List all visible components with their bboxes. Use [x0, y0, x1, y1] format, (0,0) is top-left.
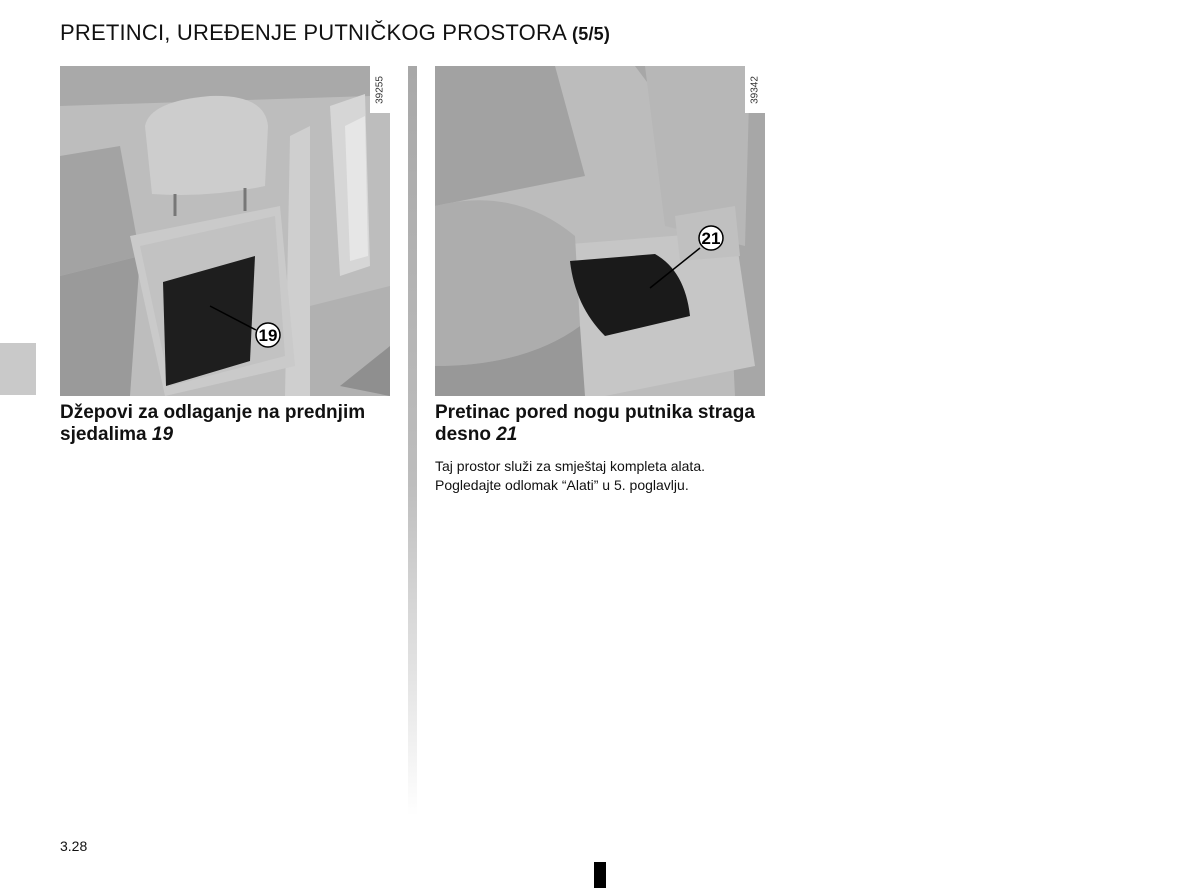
- section-heading-rear-compartment: [435, 402, 775, 446]
- figure-code-text: 39342: [749, 75, 761, 104]
- figure-rear-footwell: [435, 66, 765, 396]
- callout-19-label: 19: [258, 326, 278, 345]
- figure-front-seat-pocket: [60, 66, 390, 396]
- figure-code: [370, 66, 390, 113]
- body-line: Pogledajte odlomak “Alati” u 5. poglavlju.: [435, 477, 689, 493]
- section-heading-text: Džepovi za odlaganje na prednjim sjedalima: [60, 402, 366, 445]
- page-title-suffix: (5/5): [572, 24, 611, 44]
- section-heading-ref: 19: [151, 424, 174, 445]
- section-body-rear-compartment: [435, 457, 795, 495]
- body-line: Taj prostor služi za smještaj kompleta alata.: [435, 458, 705, 474]
- chapter-tab: [0, 343, 36, 395]
- figure-code-text: 39255: [374, 75, 386, 104]
- figure-code: [745, 66, 765, 113]
- section-heading-text: Pretinac pored nogu putnika straga desno: [435, 402, 755, 445]
- rear-footwell-illustration: [435, 66, 765, 396]
- footer-marker: [594, 862, 606, 888]
- front-seat-illustration: [60, 66, 390, 396]
- page-title-text: PRETINCI, UREĐENJE PUTNIČKOG PROSTORA: [60, 20, 566, 45]
- column-divider: [408, 66, 417, 816]
- section-heading-front-pockets: [60, 402, 400, 446]
- page-number: 3.28: [60, 838, 88, 854]
- page-title: [60, 20, 610, 46]
- callout-21-label: 21: [701, 229, 721, 248]
- section-heading-ref: 21: [496, 424, 518, 445]
